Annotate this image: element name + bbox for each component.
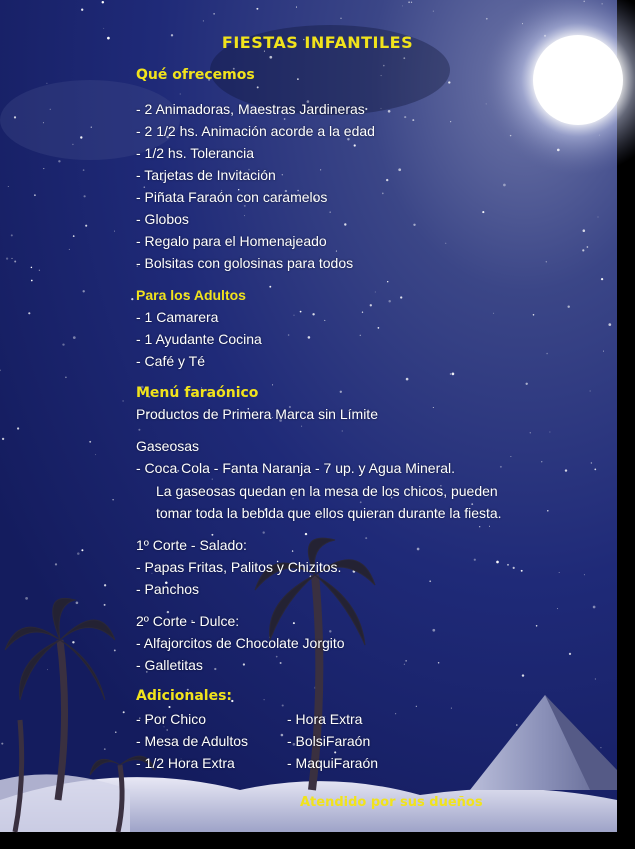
footer-note: Atendido por sus dueños — [300, 795, 483, 810]
adicional-item: - 1/2 Hora Extra — [136, 755, 235, 771]
menu-heading: Menú faraónico — [136, 385, 259, 401]
offer-item: - Regalo para el Homenajeado — [136, 233, 327, 249]
adicional-item: - MaquiFaraón — [287, 755, 379, 771]
gaseosas-heading: Gaseosas — [136, 438, 200, 454]
adicional-item: - Por Chico — [136, 711, 207, 727]
menu-intro: Productos de Primera Marca sin Límite — [136, 406, 378, 422]
corte1-heading: 1º Corte - Salado: — [136, 537, 247, 553]
adultos-item: - 1 Camarera — [136, 309, 219, 325]
adicional-item: - BolsiFaraón — [287, 733, 371, 749]
corte2-item: - Alfajorcitos de Chocolate Jorgito — [136, 635, 345, 651]
offer-item: - Bolsitas con golosinas para todos — [136, 255, 354, 271]
page-title: FIESTAS INFANTILES — [221, 33, 414, 52]
adultos-item: - 1 Ayudante Cocina — [136, 331, 262, 347]
offer-item: - Globos — [136, 211, 189, 227]
adicional-item: - Hora Extra — [287, 711, 363, 727]
offer-item: - 1/2 hs. Tolerancia — [136, 145, 255, 161]
gaseosas-item: - Coca Cola - Fanta Naranja - 7 up. y Agua Mineral. — [136, 460, 456, 476]
adultos-item: - Café y Té — [136, 353, 205, 369]
offer-item: - Tarjetas de Invitación — [136, 167, 276, 183]
corte1-item: - Panchos — [136, 581, 200, 597]
que-ofrecemos-heading: Qué ofrecemos — [136, 67, 255, 83]
corte1-item: - Papas Fritas, Palitos y Chizitos. — [136, 559, 342, 575]
offer-item: - 2 Animadoras, Maestras Jardineras — [136, 101, 365, 117]
gaseosas-note: La gaseosas quedan en la mesa de los chicos, pueden — [156, 483, 498, 499]
offer-item: - Piñata Faraón con caramelos — [136, 189, 328, 205]
adultos-heading: Para los Adultos — [136, 287, 246, 303]
corte2-item: - Galletitas — [136, 657, 203, 673]
adicional-item: - Mesa de Adultos — [136, 733, 249, 749]
gaseosas-note: tomar toda la bebida que ellos quieran durante la fiesta. — [156, 505, 502, 521]
offer-item: - 2 1/2 hs. Animación acorde a la edad — [136, 123, 375, 139]
adicionales-heading: Adicionales: — [136, 688, 233, 704]
corte2-heading: 2º Corte - Dulce: — [136, 613, 240, 629]
